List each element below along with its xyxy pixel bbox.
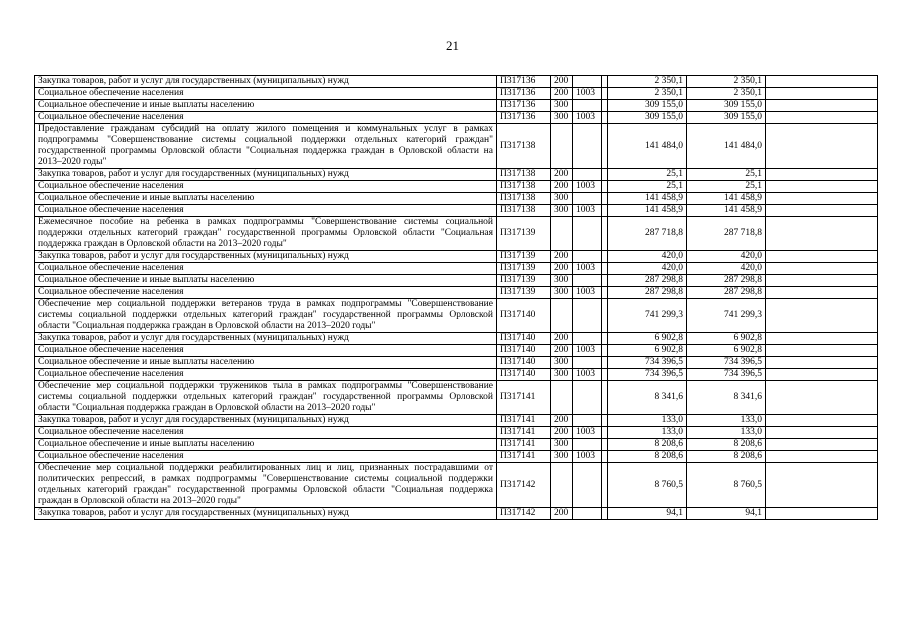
row-code: П317139 (497, 217, 551, 251)
table-row (35, 275, 878, 287)
row-sum-1: 2 350,1 (608, 76, 687, 88)
row-kvr: 300 (551, 287, 573, 299)
row-kosgu: 1003 (573, 181, 602, 193)
table-row (35, 333, 878, 345)
table-row (35, 205, 878, 217)
row-name: Социальное обеспечение населения (35, 88, 497, 100)
row-code: П317141 (497, 415, 551, 427)
row-kvr (551, 299, 573, 333)
row-name: Социальное обеспечение и иные выплаты населению (35, 357, 497, 369)
row-kvr: 300 (551, 369, 573, 381)
row-blank (766, 217, 878, 251)
row-kvr: 200 (551, 508, 573, 520)
row-sum-1: 420,0 (608, 263, 687, 275)
row-sum-1: 8 208,6 (608, 451, 687, 463)
row-blank (766, 369, 878, 381)
row-kvr: 200 (551, 76, 573, 88)
row-blank (766, 287, 878, 299)
row-sum-2: 287 298,8 (687, 275, 766, 287)
row-name: Закупка товаров, работ и услуг для государственных (муниципальных) нужд (35, 333, 497, 345)
row-sum-2: 741 299,3 (687, 299, 766, 333)
row-name: Обеспечение мер социальной поддержки реабилитированных лиц и лиц, признанных пострадавшими от политических репрессий, в рамках подпрограммы "Совершенствование системы социальной поддержки отдельных категорий граждан" государственной программы Орловской области "Социальная поддержка граждан в Орловской области на 2013–2020 годы" (35, 463, 497, 508)
row-kosgu: 1003 (573, 345, 602, 357)
row-code: П317142 (497, 463, 551, 508)
row-kosgu (573, 76, 602, 88)
row-kvr: 200 (551, 415, 573, 427)
row-kvr: 200 (551, 181, 573, 193)
row-kvr: 300 (551, 205, 573, 217)
row-sum-2: 133,0 (687, 415, 766, 427)
table-row (35, 369, 878, 381)
row-blank (766, 299, 878, 333)
row-sum-2: 6 902,8 (687, 333, 766, 345)
row-kosgu (573, 299, 602, 333)
row-code: П317138 (497, 169, 551, 181)
row-name: Социальное обеспечение населения (35, 427, 497, 439)
row-code: П317142 (497, 508, 551, 520)
row-sum-1: 309 155,0 (608, 112, 687, 124)
row-blank (766, 463, 878, 508)
row-name: Ежемесячное пособие на ребенка в рамках подпрограммы "Совершенствование системы социальной поддержки отдельных категорий граждан" государственной программы Орловской области "Социальная поддержка граждан в Орловской области на 2013–2020 годы" (35, 217, 497, 251)
row-sum-2: 2 350,1 (687, 76, 766, 88)
row-code: П317141 (497, 381, 551, 415)
row-sum-1: 141 484,0 (608, 124, 687, 169)
table-row (35, 439, 878, 451)
row-sum-2: 133,0 (687, 427, 766, 439)
row-code: П317140 (497, 299, 551, 333)
row-name: Обеспечение мер социальной поддержки ветеранов труда в рамках подпрограммы "Совершенствование системы социальной поддержки отдельных категорий граждан" государственной программы Орловской области "Социальная поддержка граждан в Орловской области на 2013–2020 годы" (35, 299, 497, 333)
row-name: Социальное обеспечение населения (35, 181, 497, 193)
table-row (35, 287, 878, 299)
row-sum-1: 6 902,8 (608, 345, 687, 357)
row-kosgu (573, 100, 602, 112)
row-kvr: 300 (551, 439, 573, 451)
row-kosgu: 1003 (573, 451, 602, 463)
row-sum-1: 420,0 (608, 251, 687, 263)
row-blank (766, 381, 878, 415)
row-blank (766, 357, 878, 369)
row-kvr: 300 (551, 100, 573, 112)
row-name: Социальное обеспечение населения (35, 369, 497, 381)
row-sum-1: 287 718,8 (608, 217, 687, 251)
row-kosgu: 1003 (573, 427, 602, 439)
row-name: Социальное обеспечение населения (35, 112, 497, 124)
table-row (35, 124, 878, 169)
row-blank (766, 169, 878, 181)
row-kosgu: 1003 (573, 88, 602, 100)
table-row (35, 251, 878, 263)
row-blank (766, 124, 878, 169)
row-sum-2: 141 458,9 (687, 205, 766, 217)
row-blank (766, 88, 878, 100)
row-kosgu (573, 508, 602, 520)
row-kosgu: 1003 (573, 263, 602, 275)
row-kvr (551, 124, 573, 169)
row-code: П317141 (497, 451, 551, 463)
row-kvr: 200 (551, 169, 573, 181)
row-sum-2: 309 155,0 (687, 112, 766, 124)
row-sum-2: 734 396,5 (687, 369, 766, 381)
row-sum-2: 25,1 (687, 181, 766, 193)
row-sum-2: 25,1 (687, 169, 766, 181)
row-kvr: 200 (551, 427, 573, 439)
row-kosgu (573, 217, 602, 251)
row-sum-1: 734 396,5 (608, 369, 687, 381)
row-code: П317136 (497, 88, 551, 100)
row-name: Закупка товаров, работ и услуг для государственных (муниципальных) нужд (35, 169, 497, 181)
row-code: П317139 (497, 275, 551, 287)
row-kvr (551, 217, 573, 251)
row-code: П317140 (497, 357, 551, 369)
page-number: 21 (446, 38, 459, 53)
row-kosgu (573, 169, 602, 181)
row-code: П317139 (497, 251, 551, 263)
row-name: Социальное обеспечение и иные выплаты населению (35, 100, 497, 112)
row-name: Предоставление гражданам субсидий на оплату жилого помещения и коммунальных услуг в рамках подпрограммы "Совершенствование системы социальной поддержки отдельных категорий граждан" государственной программы Орловской области "Социальная поддержка граждан в Орловской области на 2013–2020 годы" (35, 124, 497, 169)
row-name: Социальное обеспечение населения (35, 287, 497, 299)
row-blank (766, 508, 878, 520)
table-row (35, 451, 878, 463)
row-name: Социальное обеспечение населения (35, 451, 497, 463)
row-code: П317136 (497, 76, 551, 88)
row-kosgu: 1003 (573, 369, 602, 381)
row-blank (766, 427, 878, 439)
row-code: П317138 (497, 193, 551, 205)
row-sum-1: 741 299,3 (608, 299, 687, 333)
row-name: Социальное обеспечение населения (35, 345, 497, 357)
row-sum-2: 141 484,0 (687, 124, 766, 169)
table-row (35, 463, 878, 508)
row-sum-1: 141 458,9 (608, 193, 687, 205)
row-sum-1: 133,0 (608, 415, 687, 427)
row-kvr: 300 (551, 112, 573, 124)
table-row (35, 263, 878, 275)
row-code: П317140 (497, 345, 551, 357)
row-code: П317138 (497, 205, 551, 217)
row-sum-2: 309 155,0 (687, 100, 766, 112)
row-name: Социальное обеспечение населения (35, 263, 497, 275)
row-code: П317141 (497, 439, 551, 451)
row-sum-2: 94,1 (687, 508, 766, 520)
row-code: П317141 (497, 427, 551, 439)
row-blank (766, 263, 878, 275)
row-sum-2: 287 718,8 (687, 217, 766, 251)
row-kvr: 300 (551, 357, 573, 369)
row-sum-1: 287 298,8 (608, 275, 687, 287)
row-code: П317138 (497, 124, 551, 169)
row-blank (766, 100, 878, 112)
row-blank (766, 251, 878, 263)
row-blank (766, 112, 878, 124)
row-blank (766, 451, 878, 463)
row-kvr: 200 (551, 333, 573, 345)
row-sum-1: 734 396,5 (608, 357, 687, 369)
table-row (35, 100, 878, 112)
row-sum-1: 133,0 (608, 427, 687, 439)
row-name: Социальное обеспечение и иные выплаты населению (35, 275, 497, 287)
table-row (35, 345, 878, 357)
row-blank (766, 76, 878, 88)
row-code: П317139 (497, 287, 551, 299)
table-row (35, 193, 878, 205)
row-blank (766, 193, 878, 205)
row-sum-2: 8 208,6 (687, 451, 766, 463)
row-sum-2: 734 396,5 (687, 357, 766, 369)
row-sum-2: 420,0 (687, 263, 766, 275)
row-sum-1: 8 760,5 (608, 463, 687, 508)
row-code: П317138 (497, 181, 551, 193)
row-name: Закупка товаров, работ и услуг для государственных (муниципальных) нужд (35, 508, 497, 520)
table-row (35, 112, 878, 124)
table-row (35, 181, 878, 193)
row-blank (766, 275, 878, 287)
row-blank (766, 333, 878, 345)
row-code: П317140 (497, 333, 551, 345)
row-kvr: 200 (551, 251, 573, 263)
row-kvr: 300 (551, 275, 573, 287)
row-sum-2: 420,0 (687, 251, 766, 263)
row-blank (766, 205, 878, 217)
row-sum-2: 6 902,8 (687, 345, 766, 357)
row-name: Закупка товаров, работ и услуг для государственных (муниципальных) нужд (35, 76, 497, 88)
row-sum-2: 2 350,1 (687, 88, 766, 100)
table-row (35, 357, 878, 369)
row-sum-1: 309 155,0 (608, 100, 687, 112)
row-name: Социальное обеспечение населения (35, 205, 497, 217)
row-sum-1: 2 350,1 (608, 88, 687, 100)
row-sum-2: 8 760,5 (687, 463, 766, 508)
table-row (35, 427, 878, 439)
row-kosgu (573, 275, 602, 287)
row-name: Обеспечение мер социальной поддержки тружеников тыла в рамках подпрограммы "Совершенствование системы социальной поддержки отдельных категорий граждан" государственной программы Орловской области "Социальная поддержка граждан в Орловской области на 2013–2020 годы" (35, 381, 497, 415)
table-row (35, 217, 878, 251)
row-sum-1: 94,1 (608, 508, 687, 520)
row-kvr: 200 (551, 88, 573, 100)
row-sum-1: 25,1 (608, 181, 687, 193)
row-blank (766, 181, 878, 193)
row-kosgu (573, 463, 602, 508)
row-blank (766, 415, 878, 427)
row-blank (766, 345, 878, 357)
row-sum-1: 8 341,6 (608, 381, 687, 415)
row-sum-2: 8 208,6 (687, 439, 766, 451)
row-kosgu (573, 381, 602, 415)
row-kosgu: 1003 (573, 112, 602, 124)
row-code: П317140 (497, 369, 551, 381)
row-kosgu (573, 333, 602, 345)
row-kvr (551, 463, 573, 508)
row-kosgu (573, 415, 602, 427)
row-kosgu: 1003 (573, 205, 602, 217)
row-kvr: 200 (551, 345, 573, 357)
row-sum-2: 8 341,6 (687, 381, 766, 415)
row-name: Социальное обеспечение и иные выплаты населению (35, 193, 497, 205)
row-kosgu (573, 357, 602, 369)
row-kosgu (573, 439, 602, 451)
row-sum-1: 25,1 (608, 169, 687, 181)
row-kvr: 200 (551, 263, 573, 275)
row-sum-1: 141 458,9 (608, 205, 687, 217)
table-row (35, 88, 878, 100)
row-name: Социальное обеспечение и иные выплаты населению (35, 439, 497, 451)
table-row (35, 381, 878, 415)
row-sum-1: 287 298,8 (608, 287, 687, 299)
row-kvr: 300 (551, 193, 573, 205)
row-kvr: 300 (551, 451, 573, 463)
row-code: П317139 (497, 263, 551, 275)
table-row (35, 299, 878, 333)
row-sum-2: 141 458,9 (687, 193, 766, 205)
row-blank (766, 439, 878, 451)
table-row (35, 76, 878, 88)
row-sum-1: 6 902,8 (608, 333, 687, 345)
row-kosgu: 1003 (573, 287, 602, 299)
row-kosgu (573, 193, 602, 205)
row-name: Закупка товаров, работ и услуг для государственных (муниципальных) нужд (35, 251, 497, 263)
table-row (35, 508, 878, 520)
table-row (35, 169, 878, 181)
row-sum-2: 287 298,8 (687, 287, 766, 299)
row-kosgu (573, 124, 602, 169)
row-code: П317136 (497, 112, 551, 124)
row-name: Закупка товаров, работ и услуг для государственных (муниципальных) нужд (35, 415, 497, 427)
row-sum-1: 8 208,6 (608, 439, 687, 451)
table-row (35, 415, 878, 427)
row-code: П317136 (497, 100, 551, 112)
row-kvr (551, 381, 573, 415)
budget-table (34, 75, 878, 520)
row-kosgu (573, 251, 602, 263)
